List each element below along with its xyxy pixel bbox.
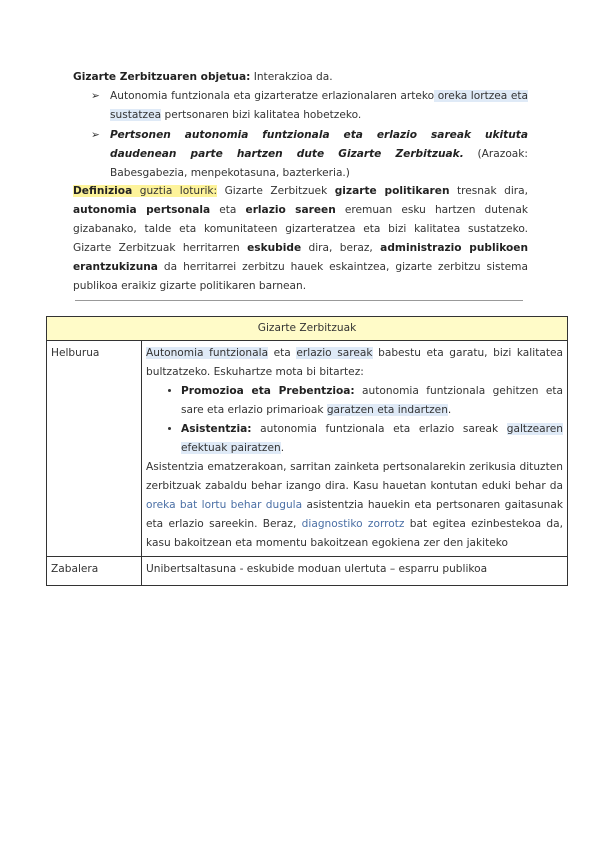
text-segment: tresnak dira,	[449, 185, 529, 197]
text-segment: pertsonaren bizi kalitatea hobetzeko.	[161, 109, 362, 121]
highlighted-text: galtzearen efektuak pairatzen	[181, 423, 563, 454]
highlighted-text: Autonomia funtzionala	[146, 347, 269, 359]
row-content	[142, 557, 568, 586]
table-title: Gizarte Zerbitzuak	[47, 317, 568, 341]
horizontal-divider	[75, 300, 523, 301]
highlighted-text: garatzen eta indartzen	[326, 404, 448, 416]
highlighted-text: erlazio sareak	[296, 347, 373, 359]
bold-text: erlazio sareen	[245, 204, 336, 216]
bold-text: gizarte politikaren	[334, 185, 450, 197]
bold-text: Pertsonen autonomia funtzionala eta erlazio sareak ukituta daudenean parte hartzen dute Gizarte Zerbitzuak.	[110, 129, 528, 160]
definition-paragraph	[73, 182, 528, 296]
text-segment: asistentzia hauekin eta pertsonaren gaitasunak eta erlazio sareekin. Beraz,	[146, 499, 563, 530]
bold-text: Promozioa eta Prebentzioa:	[181, 385, 355, 397]
row-label: Zabalera	[47, 557, 142, 586]
text-segment: dira, beraz,	[301, 242, 381, 254]
table-row	[47, 557, 568, 586]
helburua-outro	[146, 458, 563, 553]
arrow-bullet-icon: ➢	[91, 129, 100, 141]
text-segment: oreka bat lortu behar dugula	[146, 499, 303, 511]
arrow-bullet-icon: ➢	[91, 90, 100, 102]
text-segment: da herritarrei zerbitzu hauek eskaintzea, gizarte zerbitzu sistema publikoa eraikiz gizarte politikaren barnean.	[73, 261, 528, 292]
row-label: Helburua	[47, 341, 142, 557]
text-segment: .	[447, 404, 452, 416]
highlighted-text: oreka lortzea eta sustatzea	[110, 90, 528, 121]
text-segment: Unibertsaltasuna - eskubide moduan ulertuta – esparru publikoa	[146, 563, 488, 575]
social-services-table	[46, 316, 568, 586]
objective-bullet-1	[110, 87, 528, 125]
text-segment: Asistentzia ematzerakoan, sarritan zainketa pertsonalarekin zerikusia dituzten zerbitzuak zabaldu behar izango dira. Kasu hauetan kontutan eduki behar da	[146, 461, 563, 492]
bold-text: eskubide	[247, 242, 302, 254]
text-segment: eta	[210, 204, 246, 216]
text-segment: Gizarte Zerbitzuek	[217, 185, 335, 197]
text-segment: Interakzioa da.	[250, 71, 333, 83]
objective-line	[73, 68, 528, 87]
bold-text: Definizioa	[73, 185, 133, 197]
bold-text: Gizarte Zerbitzuaren objetua:	[73, 71, 251, 83]
list-item	[181, 382, 563, 420]
intervention-list	[146, 382, 563, 458]
text-segment: (Arazoak: Babesgabezia, menpekotasuna, bazterkeria.)	[110, 148, 528, 179]
text-segment: bat egitea ezinbestekoa da, kasu bakoitzean eta momentu bakoitzean egokiena zer den jakiteko	[146, 518, 563, 549]
bold-text: autonomia pertsonala	[73, 204, 211, 216]
highlighted-text: guztia loturik:	[132, 185, 218, 197]
text-segment: autonomia funtzionala eta erlazio sareak	[251, 423, 507, 435]
text-segment: babestu eta garatu, bizi kalitatea bultzatzeko. Eskuhartze mota bi bitartez:	[146, 347, 563, 378]
text-segment: .	[280, 442, 285, 454]
bold-text: Asistentzia:	[181, 423, 252, 435]
text-segment: diagnostiko zorrotz	[301, 518, 405, 530]
text-segment: Autonomia funtzionala eta gizarteratze erlazionalaren arteko	[110, 90, 435, 102]
bold-text: administrazio publikoen erantzukizuna	[73, 242, 528, 273]
objective-bullet-2	[110, 126, 528, 183]
row-content	[142, 341, 568, 557]
helburua-intro	[146, 344, 563, 382]
text-segment: autonomia funtzionala gehitzen eta sare eta erlazio primarioak	[181, 385, 563, 416]
text-segment: eta	[268, 347, 297, 359]
list-item	[181, 420, 563, 458]
table-row	[47, 341, 568, 557]
text-segment: eremuan esku hartzen dutenak gizabanako, talde eta komunitateen gizarteratzea eta bizi kalitatea sustatzeko. Gizarte Zerbitzuak herritarren	[73, 204, 529, 254]
